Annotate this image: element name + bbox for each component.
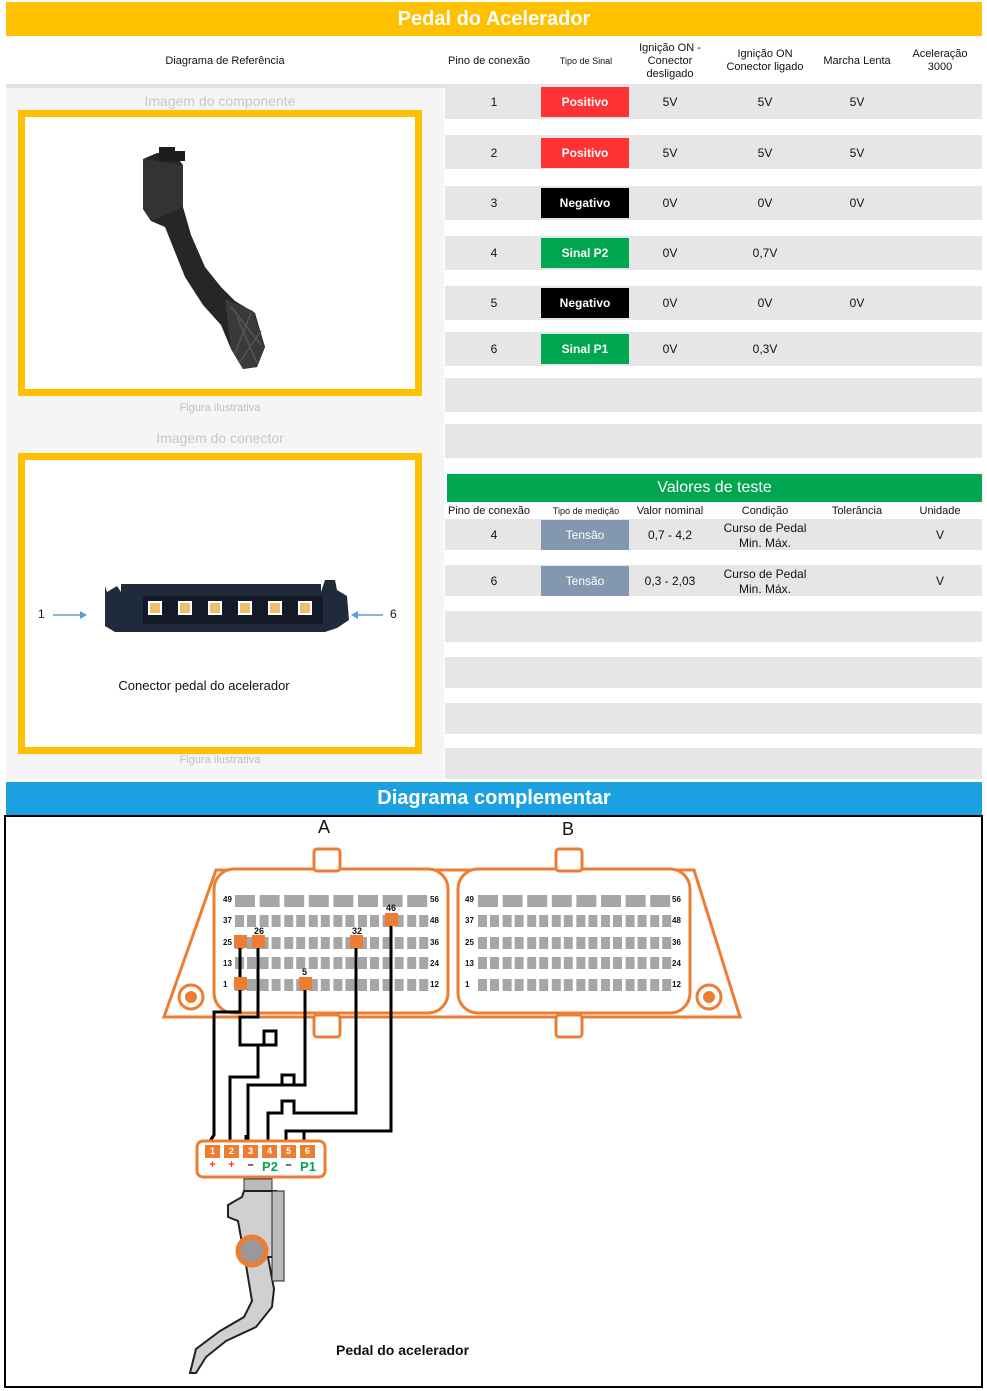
ecu-pin [321, 937, 330, 949]
ecu-pin [527, 937, 536, 949]
ecu-pin [419, 957, 428, 969]
ecu-pin [527, 915, 536, 927]
plug-pin-sign: + [209, 1159, 216, 1171]
ecu-pin [626, 937, 635, 949]
test-row-tipo: Tensão [541, 566, 629, 596]
plug-pin-sign: – [247, 1159, 254, 1171]
signal-badge: Sinal P2 [541, 238, 629, 268]
value-ign-on: 5V [757, 146, 773, 160]
ecu-pin [613, 937, 622, 949]
test-row-unidade: V [935, 527, 944, 542]
ecu-pin [601, 895, 621, 907]
header-reference: Diagrama de Referência [165, 54, 285, 67]
empty-row [445, 703, 982, 734]
ecu-pin [358, 957, 367, 969]
ecu-pin [370, 957, 379, 969]
pedal-drawing [190, 1179, 284, 1373]
value-marcha-lenta: 0V [849, 296, 865, 310]
value-aceleracao [900, 286, 980, 320]
connector-caption: Imagem do conector [156, 430, 284, 446]
ecu-pin [333, 915, 342, 927]
ecu-pin [503, 979, 512, 991]
connector-label: Conector pedal do acelerador [118, 678, 290, 693]
ecu-pin [638, 937, 647, 949]
ecu-pin [419, 979, 428, 991]
ecu-pin [601, 937, 610, 949]
ecu-pin [260, 979, 269, 991]
test-header-tipo: Tipo de medição [552, 506, 620, 516]
plug-pin-sign: – [285, 1159, 292, 1171]
ecu-pin [539, 957, 548, 969]
test-header-unidade: Unidade [919, 505, 961, 517]
connector-b-row-label: 49 [465, 895, 474, 904]
ecu-pin [527, 979, 536, 991]
ecu-pin [478, 937, 487, 949]
ecu-pin [284, 895, 304, 907]
value-ign-off: 0V [662, 246, 678, 260]
ecu-pin [309, 895, 329, 907]
pin-5-highlight [299, 977, 312, 990]
ecu-pin [395, 957, 404, 969]
ecu-pin [539, 915, 548, 927]
header-tipo: Tipo de Sinal [559, 55, 613, 66]
ecu-pin [407, 895, 427, 907]
ecu-pin [478, 915, 487, 927]
signal-badge: Positivo [541, 87, 629, 117]
pedal-label: Pedal do acelerador [336, 1342, 470, 1358]
ecu-pin [490, 937, 499, 949]
diagram-title: Diagrama complementar [6, 782, 982, 815]
ecu-pin [576, 937, 585, 949]
ecu-pin [490, 979, 499, 991]
pin-32-label: 32 [352, 926, 363, 936]
connector-a-row-label: 49 [223, 895, 232, 904]
signal-badge: Negativo [541, 188, 629, 218]
ecu-pin [650, 979, 659, 991]
connector-b-row-label: 24 [672, 959, 681, 968]
empty-row [445, 611, 982, 642]
plug-pin-box: 2 [224, 1145, 239, 1158]
pin-number: 4 [490, 246, 498, 260]
ecu-pin [345, 957, 354, 969]
ecu-pin [638, 957, 647, 969]
pin-1-highlight [234, 977, 247, 990]
ecu-pin [260, 957, 269, 969]
test-row-valor: 0,3 - 2,03 [644, 573, 696, 588]
value-aceleracao [900, 136, 980, 170]
pin-26-highlight [252, 935, 265, 948]
ecu-pin [490, 957, 499, 969]
ecu-pin [407, 937, 416, 949]
value-ign-on: 0V [757, 296, 773, 310]
connector-a-row-label: 12 [430, 980, 439, 989]
connector-a-row-label: 56 [430, 895, 439, 904]
ecu-pin [564, 937, 573, 949]
ecu-pin [576, 915, 585, 927]
pedal-photo [25, 117, 415, 389]
ecu-pin [235, 915, 244, 927]
signal-badge: Positivo [541, 138, 629, 168]
ecu-pin [503, 895, 523, 907]
ecu-pin [613, 979, 622, 991]
connector-b-label: B [562, 819, 575, 839]
ecu-pin [333, 895, 353, 907]
ecu-pin [601, 979, 610, 991]
ecu-pin [309, 937, 318, 949]
ecu-pin [370, 937, 379, 949]
connector-b-row-label: 1 [465, 980, 470, 989]
value-ign-on: 0,3V [752, 342, 778, 356]
connector-a-label: A [318, 817, 331, 837]
ecu-pin [527, 895, 547, 907]
ecu-pin [321, 957, 330, 969]
ecu-pin [552, 895, 572, 907]
ecu-pin [503, 937, 512, 949]
ecu-pin [321, 915, 330, 927]
test-header-valor: Valor nominal [636, 505, 704, 517]
ecu-pin [626, 979, 635, 991]
ecu-pin [626, 895, 646, 907]
pin-number: 6 [490, 342, 498, 356]
ecu-pin [247, 979, 256, 991]
plug-pin-sign: P2 [262, 1159, 278, 1174]
value-marcha-lenta [820, 332, 894, 366]
test-header-tolerancia: Tolerância [831, 505, 883, 517]
ecu-pin [478, 957, 487, 969]
ecu-pin [650, 937, 659, 949]
value-marcha-lenta: 5V [849, 95, 865, 109]
ecu-pin [662, 915, 671, 927]
ecu-pin [309, 957, 318, 969]
connector-a-row-label: 25 [223, 938, 232, 947]
ecu-pin [309, 915, 318, 927]
value-aceleracao [900, 186, 980, 220]
ecu-pin [662, 937, 671, 949]
ecu-pin [478, 895, 498, 907]
value-aceleracao [900, 85, 980, 119]
test-values-title: Valores de teste [447, 474, 982, 502]
plug-pin-box: 4 [262, 1145, 277, 1158]
ecu-pin [650, 895, 670, 907]
connector-b-row-label: 25 [465, 938, 474, 947]
value-marcha-lenta [820, 236, 894, 270]
connector-photo [25, 460, 415, 747]
test-row-pin: 6 [490, 573, 498, 588]
header-ign-off: Ignição ON - Conector desligado [639, 41, 701, 80]
header-ign-on: Ignição ON Conector ligado [726, 48, 804, 73]
pin-32-highlight [350, 935, 363, 948]
ecu-pin [345, 979, 354, 991]
ecu-pin [284, 915, 293, 927]
connector-a-row-label: 48 [430, 916, 439, 925]
ecu-pin [564, 957, 573, 969]
test-row-unidade: V [935, 573, 944, 588]
connector-b-row-label: 48 [672, 916, 681, 925]
ecu-pin [296, 915, 305, 927]
ecu-pin [515, 957, 524, 969]
ecu-pin [490, 915, 499, 927]
value-ign-off: 0V [662, 196, 678, 210]
test-row-tipo: Tensão [541, 520, 629, 550]
ecu-pin [395, 979, 404, 991]
ecu-pin [601, 915, 610, 927]
ecu-pin [321, 979, 330, 991]
ecu-pin [626, 915, 635, 927]
connector-a-row-label: 36 [430, 938, 439, 947]
test-header-pino: Pino de conexão [448, 505, 530, 517]
ecu-pin [613, 915, 622, 927]
ecu-pin [515, 937, 524, 949]
ecu-pin [662, 957, 671, 969]
ecu-pin [370, 979, 379, 991]
plug-pin-box: 3 [243, 1145, 258, 1158]
ecu-pin [503, 957, 512, 969]
empty-row [445, 378, 982, 412]
header-acel: Aceleração 3000 [912, 48, 968, 73]
ecu-pin [601, 957, 610, 969]
pin-46-highlight [385, 913, 398, 926]
header-pino: Pino de conexão [448, 54, 530, 67]
test-row-cond-2: Min. Máx. [738, 581, 791, 596]
ecu-pin [613, 957, 622, 969]
connector-image-frame [18, 453, 422, 754]
component-image-frame [18, 110, 422, 396]
connector-b-row-label: 12 [672, 980, 681, 989]
ecu-pin [407, 915, 416, 927]
ecu-pin [527, 957, 536, 969]
ecu-pin [576, 895, 596, 907]
ecu-pin [576, 957, 585, 969]
ecu-pin [333, 937, 342, 949]
connector-a-row-label: 13 [223, 959, 232, 968]
value-ign-on: 0,7V [752, 246, 778, 260]
connector-a-row-label: 1 [223, 980, 228, 989]
plug-pin-sign: + [228, 1159, 235, 1171]
value-aceleracao [900, 332, 980, 366]
connector-b-row-label: 13 [465, 959, 474, 968]
ecu-pin [284, 979, 293, 991]
ecu-pin [284, 937, 293, 949]
figure-caption-2: Figura ilustrativa [179, 754, 261, 766]
connector-b-row-label: 56 [672, 895, 681, 904]
ecu-pin [272, 957, 281, 969]
value-ign-off: 0V [662, 342, 678, 356]
plug-pin-sign: P1 [300, 1159, 316, 1174]
ecu-pin [539, 979, 548, 991]
connector-pin-right-label: 6 [390, 607, 397, 621]
plug-pin-box: 5 [281, 1145, 296, 1158]
value-ign-on: 5V [757, 95, 773, 109]
ecu-pin [272, 937, 281, 949]
ecu-pin [552, 979, 561, 991]
ecu-pin [662, 979, 671, 991]
ecu-pin [576, 979, 585, 991]
value-ign-off: 5V [662, 146, 678, 160]
ecu-pin [588, 979, 597, 991]
ecu-pin [503, 915, 512, 927]
ecu-pin [260, 895, 280, 907]
pin-5-label: 5 [302, 967, 308, 977]
ecu-pin [419, 937, 428, 949]
header-marcha: Marcha Lenta [823, 54, 891, 67]
empty-row [445, 424, 982, 458]
empty-row [445, 657, 982, 688]
ecu-pin [650, 957, 659, 969]
ecu-pin [370, 915, 379, 927]
ecu-pin [588, 957, 597, 969]
ecu-pin [552, 915, 561, 927]
ecu-pin [539, 937, 548, 949]
connector-pin-left-label: 1 [38, 607, 45, 621]
figure-caption: Figura ilustrativa [179, 402, 261, 414]
ecu-pin [358, 895, 378, 907]
signal-badge: Sinal P1 [541, 334, 629, 364]
test-row-pin: 4 [490, 527, 498, 542]
ecu-pin [247, 957, 256, 969]
ecu-pin [588, 937, 597, 949]
component-caption: Imagem do componente [144, 93, 296, 109]
ecu-pin [272, 979, 281, 991]
ecu-pin [552, 957, 561, 969]
ecu-pin [650, 915, 659, 927]
pin-number: 5 [490, 296, 498, 310]
ecu-pin [358, 979, 367, 991]
ecu-pin [638, 915, 647, 927]
ecu-pin [419, 915, 428, 927]
ecu-pin [515, 979, 524, 991]
ecu-pin [564, 979, 573, 991]
pin-26-label: 26 [254, 926, 265, 936]
test-header-condicao: Condição [741, 505, 789, 517]
wiring-diagram [6, 817, 981, 1386]
ecu-pin [564, 915, 573, 927]
value-ign-off: 5V [662, 95, 678, 109]
value-marcha-lenta: 0V [849, 196, 865, 210]
ecu-pin [552, 937, 561, 949]
plug-pin-box: 1 [205, 1145, 220, 1158]
test-row-valor: 0,7 - 4,2 [647, 527, 693, 542]
value-marcha-lenta: 5V [849, 146, 865, 160]
empty-row [445, 748, 982, 779]
ecu-pin [395, 937, 404, 949]
connector-b-row-label: 37 [465, 916, 474, 925]
pin-number: 1 [490, 95, 498, 109]
ecu-pin [515, 915, 524, 927]
value-aceleracao [900, 236, 980, 270]
ecu-pin [638, 979, 647, 991]
ecu-pin [333, 979, 342, 991]
page-title: Pedal do Acelerador [6, 2, 982, 36]
pin-46-label: 46 [386, 903, 397, 913]
value-ign-on: 0V [757, 196, 773, 210]
ecu-pin [272, 915, 281, 927]
plug-pin-box: 6 [300, 1145, 315, 1158]
connector-a-row-label: 37 [223, 916, 232, 925]
pin-number: 2 [490, 146, 498, 160]
ecu-pin [235, 895, 255, 907]
ecu-pin [333, 957, 342, 969]
connector-a-row-label: 24 [430, 959, 439, 968]
test-row-cond-2: Min. Máx. [738, 535, 791, 550]
test-row-cond-1: Curso de Pedal [723, 566, 807, 581]
test-row-cond-1: Curso de Pedal [723, 520, 807, 535]
diagram-panel [4, 815, 983, 1388]
ecu-pin [588, 915, 597, 927]
pin-number: 3 [490, 196, 498, 210]
ecu-pin [296, 937, 305, 949]
ecu-pin [407, 957, 416, 969]
ecu-pin [626, 957, 635, 969]
pin-25-highlight [234, 935, 247, 948]
ecu-pin [478, 979, 487, 991]
ecu-pin [284, 957, 293, 969]
connector-b-row-label: 36 [672, 938, 681, 947]
ecu-pin [407, 979, 416, 991]
value-ign-off: 0V [662, 296, 678, 310]
signal-badge: Negativo [541, 288, 629, 318]
